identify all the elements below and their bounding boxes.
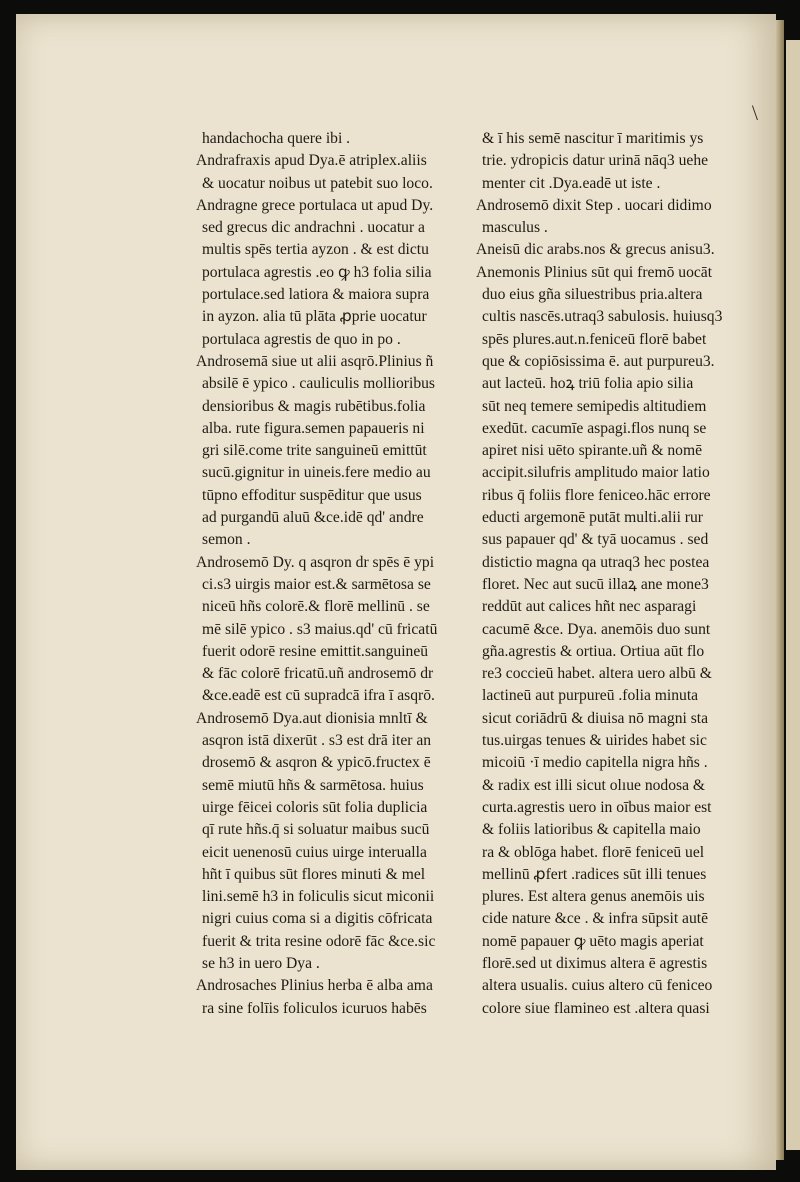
text-line: plures. Est altera genus anemōis uis xyxy=(482,888,705,906)
text-line: & radix est illi sicut olıue nodosa & xyxy=(482,776,706,794)
text-line: nomē papauer ꝙ uēto magis aperiat xyxy=(482,932,704,950)
entry-heading-line: Aneisū dic arabs.nos & grecus anisu3. xyxy=(476,241,715,259)
text-line: qī rute hñs.q̄ si soluatur maibus sucū xyxy=(202,821,430,839)
text-line: semē miutū hñs & sarmētosa. huius xyxy=(202,776,424,794)
text-line: curta.agrestis uero in oībus maior est xyxy=(482,798,712,816)
text-line: & fāc colorē fricatū.uñ androsemō dr xyxy=(202,665,434,683)
text-line: portulace.sed latiora & maiora supra xyxy=(202,286,430,304)
text-line: masculus . xyxy=(482,219,548,237)
text-line: ad purgandū aluū &ce.idē qd' andre xyxy=(202,509,424,527)
text-line: multis spēs tertia ayzon . & est dictu xyxy=(202,241,429,259)
right-text-column xyxy=(476,128,768,1020)
entry-heading-line: Androsemō dixit Step . uocari didimo xyxy=(476,196,712,214)
text-line: & uocatur noibus ut patebit suo loco. xyxy=(202,174,433,192)
text-line: tus.uirgas tenues & uirides habet sic xyxy=(482,732,707,750)
text-line: fuerit odorē resine emittit.sanguineū xyxy=(202,642,429,660)
text-line: colore siue flamineo est .altera quasi xyxy=(482,999,710,1017)
text-line: in ayzon. alia tū plāta ꝓprie uocatur xyxy=(202,308,427,326)
entry-heading-line: Andragne grece portulaca ut apud Dy. xyxy=(196,196,434,214)
text-line: absilē ē ypico . cauliculis mollioribus xyxy=(202,375,435,393)
text-line: ra & oblōga habet. florē feniceū uel xyxy=(482,843,705,861)
text-line: semon . xyxy=(202,531,251,549)
text-line: re3 coccieū habet. altera uero albū & xyxy=(482,665,712,683)
text-line: micoiū ·ī medio capitella nigra hñs . xyxy=(482,754,708,772)
text-line: mellinū ꝓfert .radices sūt illi tenues xyxy=(482,865,707,883)
entry-heading-line: Andrafraxis apud Dya.ē atriplex.aliis xyxy=(196,152,427,170)
text-line: gri silē.come trite sanguineū emittūt xyxy=(202,442,427,460)
text-line: sicut coriādrū & diuisa nō magni sta xyxy=(482,709,709,727)
text-line: tūpno effoditur suspēditur que usus xyxy=(202,486,422,504)
text-line: uirge fēicei coloris sūt folia duplicia xyxy=(202,798,428,816)
text-line: que & copiōsissima ē. aut purpureu3. xyxy=(482,352,715,370)
text-line: sus papauer qd' & tyā uocamus . sed xyxy=(482,531,709,549)
text-line: densioribus & magis rubētibus.folia xyxy=(202,397,426,415)
text-line: drosemō & asqron & ypicō.fructex ē xyxy=(202,754,431,772)
entry-heading-line: Androsemō Dya.aut dionisia mnltī & xyxy=(196,709,428,727)
text-line: ribus q̄ foliis flore feniceo.hāc errore xyxy=(482,486,711,504)
text-line: menter cit .Dya.eadē ut iste . xyxy=(482,174,661,192)
text-line: distictio magna qa utraq3 hec postea xyxy=(482,553,710,571)
text-line: spēs plures.aut.n.feniceū florē babet xyxy=(482,330,707,348)
text-line: exedūt. cacumīe aspagi.flos nunq se xyxy=(482,419,707,437)
text-line: hñt ī quibus sūt flores minuti & mel xyxy=(202,865,426,883)
text-line: alba. rute figura.semen papaueris ni xyxy=(202,419,425,437)
text-line: cultis nascēs.utraq3 sabulosis. huiusq3 xyxy=(482,308,723,326)
text-line: accipit.silufris amplitudo maior latio xyxy=(482,464,710,482)
text-line: sūt neq temere semipedis altitudiem xyxy=(482,397,707,415)
text-line: altera usualis. cuius altero cū feniceo xyxy=(482,977,713,995)
text-line: educti argemonē putāt multi.alii rur xyxy=(482,509,703,527)
text-line: mē silē ypico . s3 maius.qd' cū fricatū xyxy=(202,620,438,638)
text-line: cide nature &ce . & infra sūpsit autē xyxy=(482,910,709,928)
text-line: se h3 in uero Dya . xyxy=(202,954,320,972)
text-line: duo eius gña siluestribus pria.altera xyxy=(482,286,703,304)
entry-heading-line: Androsaches Plinius herba ē alba ama xyxy=(196,977,433,995)
text-line: &ce.eadē est cū supradcā ifra ī asqrō. xyxy=(202,687,435,705)
text-line: portulaca agrestis .eo ꝙ h3 folia silia xyxy=(202,263,432,281)
text-line: gña.agrestis & ortiua. Ortiua aūt flo xyxy=(482,642,705,660)
text-line: lactineū aut purpureū .folia minuta xyxy=(482,687,699,705)
text-line: portulaca agrestis de quo in po . xyxy=(202,330,401,348)
text-line: sed grecus dic andrachni . uocatur a xyxy=(202,219,425,237)
text-line: handachocha quere ibi . xyxy=(202,130,351,147)
margin-mark: \ xyxy=(751,100,758,125)
text-line: florē.sed ut diximus altera ē agrestis xyxy=(482,954,708,972)
text-line: fuerit & trita resine odorē fāc &ce.sic xyxy=(202,932,436,950)
text-line: reddūt aut calices hñt nec asparagi xyxy=(482,598,697,616)
text-line: asqron istā dixerūt . s3 est drā iter an xyxy=(202,732,432,750)
text-line: eicit uenenosū cuius uirge interualla xyxy=(202,843,427,861)
text-line: cacumē &ce. Dya. anemōis duo sunt xyxy=(482,620,711,638)
page-edge xyxy=(776,20,784,1160)
text-line: apiret nisi uēto spirante.uñ & nomē xyxy=(482,442,702,460)
text-line: nigri cuius coma si a digitis cōfricata xyxy=(202,910,433,928)
text-line: aut lacteū. hoꝝ triū folia apio silia xyxy=(482,375,694,393)
text-line: ra sine folīis foliculos icuruos habēs xyxy=(202,999,427,1017)
text-line: sucū.gignitur in uineis.fere medio au xyxy=(202,464,431,482)
text-line: & ī his semē nascitur ī maritimis ys xyxy=(482,130,704,147)
entry-heading-line: Androsemā siue ut alii asqrō.Plinius ñ xyxy=(196,352,434,370)
text-line: & foliis latioribus & capitella maio xyxy=(482,821,701,839)
text-line: trie. ydropicis datur urinā nāq3 uehe xyxy=(482,152,709,170)
left-text-column xyxy=(196,128,470,1020)
text-line: niceū hñs colorē.& florē mellinū . se xyxy=(202,598,430,616)
text-line: floret. Nec aut sucū illaꝝ ane mone3 xyxy=(482,575,709,593)
text-line: lini.semē h3 in foliculis sicut miconii xyxy=(202,888,435,906)
text-line: ci.s3 uirgis maior est.& sarmētosa se xyxy=(202,575,431,593)
entry-heading-line: Anemonis Plinius sūt qui fremō uocāt xyxy=(476,263,713,281)
facing-page-edge xyxy=(786,40,800,1150)
entry-heading-line: Androsemō Dy. q asqron dr spēs ē ypi xyxy=(196,553,435,571)
